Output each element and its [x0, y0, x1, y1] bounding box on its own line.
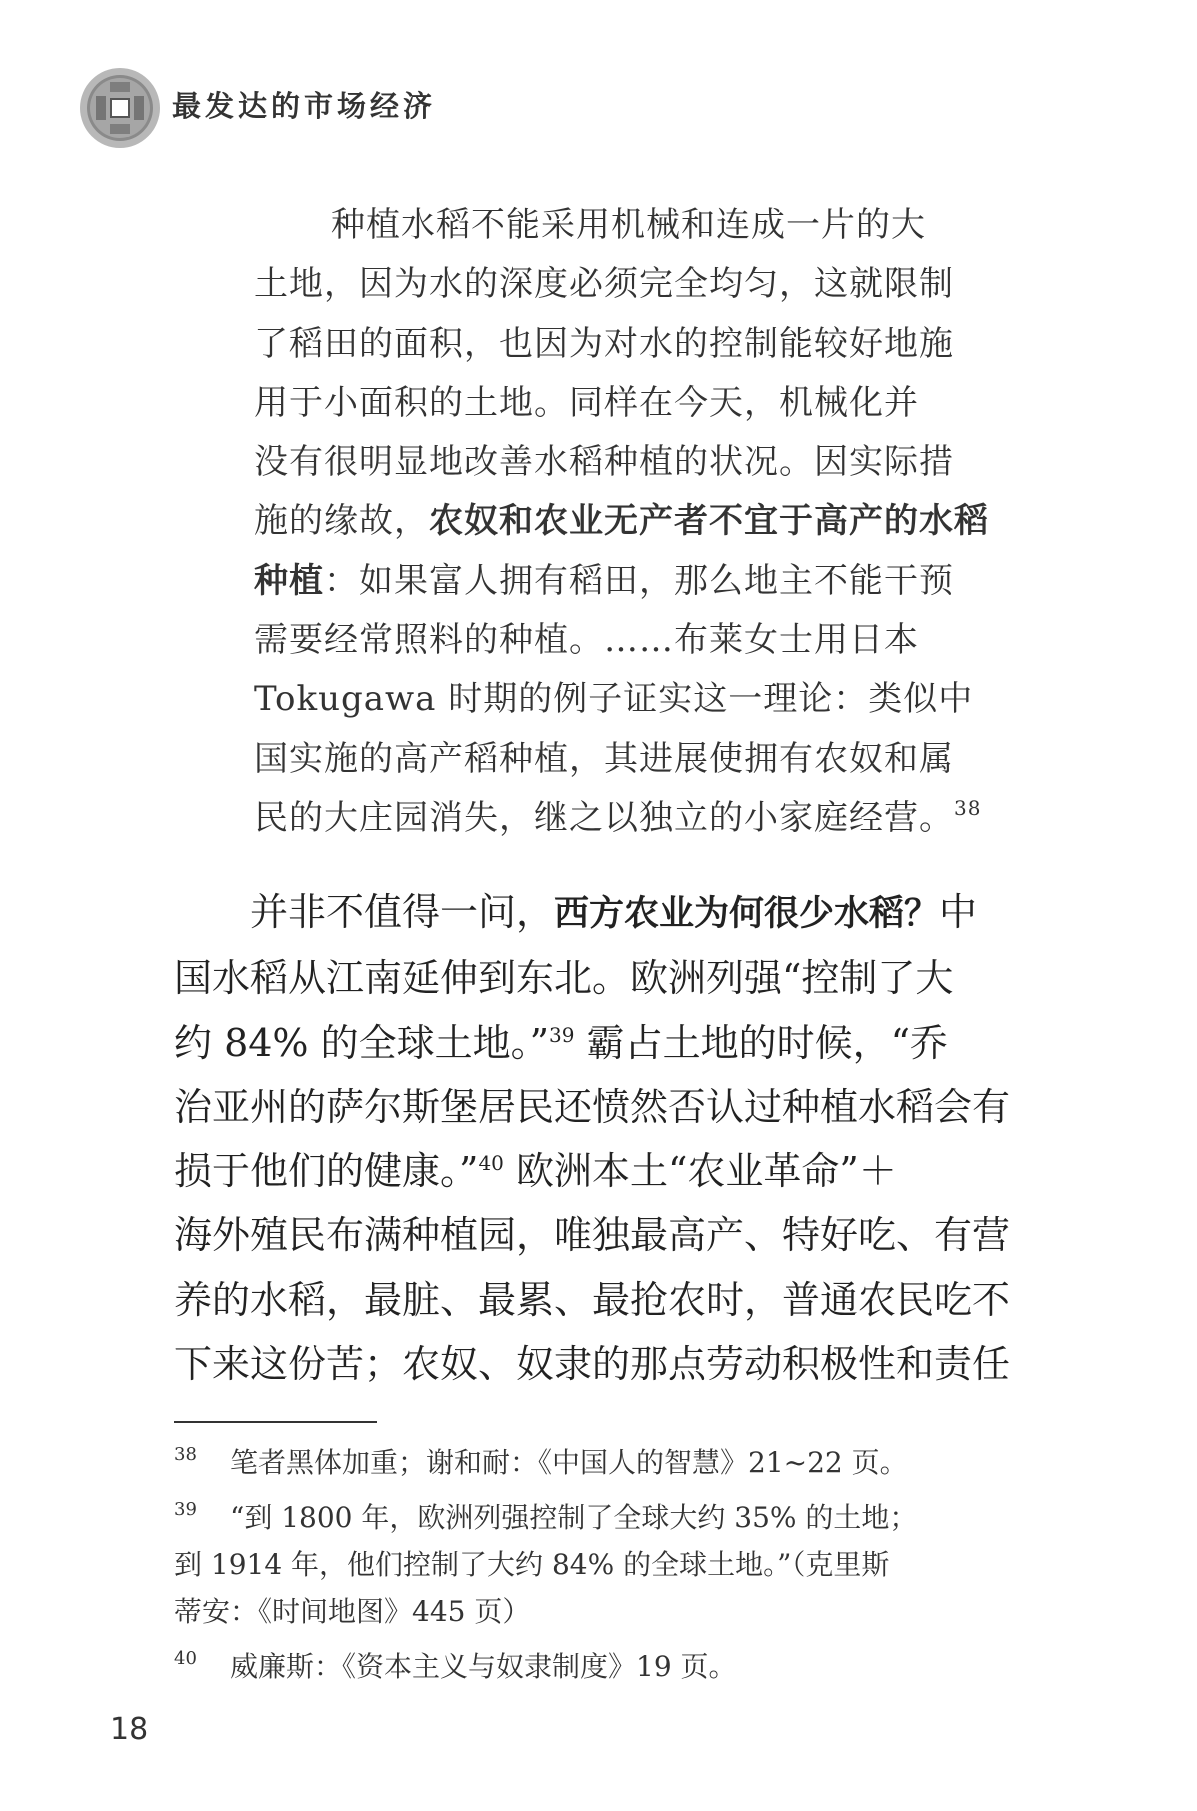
quote-text: ：如果富人拥有稻田，那么地主不能干预: [324, 560, 954, 601]
body-text: 并非不值得一问，: [250, 890, 555, 934]
body-line: 治亚州的萨尔斯堡居民还愤然否认过种植水稻会有: [174, 1084, 1011, 1129]
body-text: 中: [939, 890, 978, 934]
footnote-ref: 38: [954, 795, 982, 820]
body-line: 国水稻从江南延伸到东北。欧洲列强“控制了大: [174, 956, 954, 1001]
footnote-ref: 40: [478, 1151, 504, 1176]
body-line: 养的水稻，最脏、最累、最抢农时，普通农民吃不: [174, 1277, 1011, 1322]
ancient-coin-icon: [78, 66, 162, 150]
quote-line: 需要经常照料的种植。……布莱女士用日本: [254, 620, 919, 661]
quote-line: [254, 552, 1014, 611]
body-line: [174, 1011, 1014, 1075]
footnote-number: 40: [174, 1648, 197, 1669]
footnote-continuation: 到 1914 年，他们控制了大约 84% 的全球土地。”（克里斯: [174, 1548, 890, 1581]
quote-line: 用于小面积的土地。同样在今天，机械化并: [254, 382, 919, 423]
quote-bold-text: 种植: [254, 560, 324, 601]
page-number: 18: [110, 1712, 149, 1747]
footnote-text: 笔者黑体加重；谢和耐：《中国人的智慧》21~22 页。: [230, 1446, 908, 1479]
body-paragraph: [174, 880, 1014, 1396]
footnotes: [174, 1431, 1014, 1690]
quote-line: [254, 789, 1014, 848]
quote-line: 土地，因为水的深度必须完全均匀，这就限制: [254, 264, 954, 305]
block-quote: [254, 196, 1014, 848]
quote-line: 种植水稻不能采用机械和连成一片的大: [331, 205, 926, 245]
quote-text: 民的大庄园消失，继之以独立的小家庭经营。: [254, 797, 954, 838]
footnote-continuation: 蒂安：《时间地图》445 页）: [174, 1595, 531, 1628]
quote-line: 了稻田的面积，也因为对水的控制能较好地施: [254, 323, 954, 364]
running-head: 最发达的市场经济: [172, 89, 437, 123]
body-line: 下来这份苦；农奴、奴隶的那点劳动积极性和责任: [174, 1342, 1011, 1387]
footnote: [174, 1635, 1014, 1690]
footnote-divider: [174, 1421, 377, 1423]
quote-line: 没有很明显地改善水稻种植的状况。因实际措: [254, 442, 954, 483]
footnote: [174, 1431, 1014, 1486]
quote-line: [254, 492, 1014, 551]
body-text: 欧洲本土“农业革命”＋: [503, 1149, 897, 1194]
quote-text: 施的缘故，: [254, 501, 429, 542]
body-text: 约 84% 的全球土地。”: [174, 1020, 550, 1065]
quote-line: 国实施的高产稻种植，其进展使拥有农奴和属: [254, 738, 954, 779]
quote-line: Tokugawa 时期的例子证实这一理论：类似中: [254, 679, 974, 720]
body-line: 海外殖民布满种植园，唯独最高产、特好吃、有营: [174, 1213, 1011, 1258]
body-line: [174, 1139, 1014, 1203]
body-text: 损于他们的健康。”: [174, 1149, 479, 1194]
footnote-number: 39: [174, 1499, 197, 1520]
footnote-number: 38: [174, 1444, 197, 1465]
footnote: [174, 1486, 1014, 1541]
footnote-text: 威廉斯：《资本主义与奴隶制度》19 页。: [230, 1650, 737, 1683]
body-text: 霸占土地的时候，“乔: [574, 1020, 949, 1065]
quote-bold-text: 农奴和农业无产者不宜于高产的水稻: [429, 501, 989, 542]
footnote-ref: 39: [549, 1022, 575, 1047]
footnote-text: “到 1800 年，欧洲列强控制了全球大约 35% 的土地；: [230, 1501, 918, 1534]
body-bold-question: 西方农业为何很少水稻？: [554, 894, 940, 934]
body-line: [174, 880, 1014, 946]
